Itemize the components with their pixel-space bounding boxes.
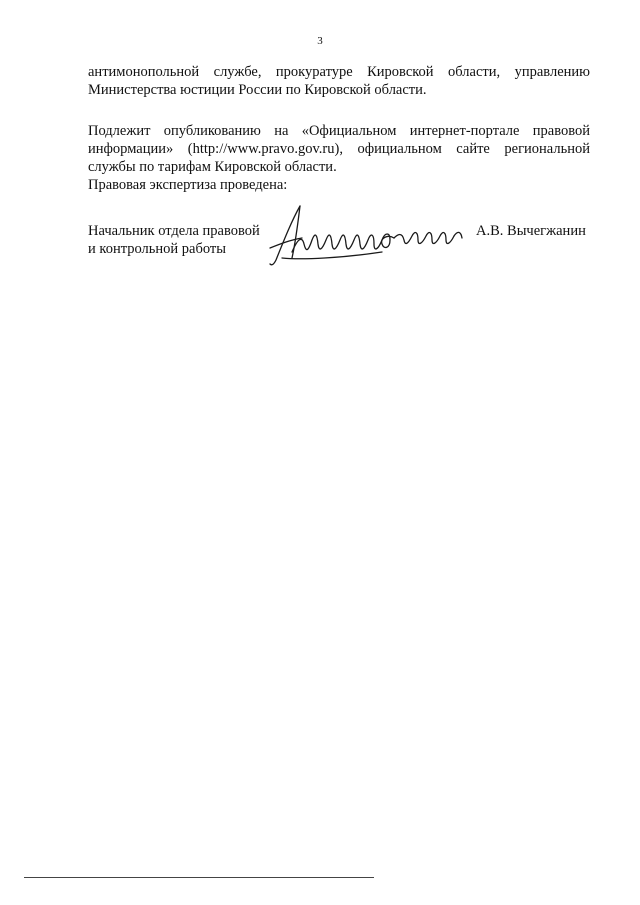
publication-paragraph: [88, 122, 590, 176]
distribution-paragraph: [88, 63, 590, 99]
legal-expertise-note: Правовая экспертиза проведена:: [88, 177, 288, 193]
paragraph-line: Министерства юстиции России по Кировской области.: [88, 82, 427, 98]
signer-title: [88, 222, 260, 258]
paragraph-line: службы по тарифам Кировской области.: [88, 159, 337, 175]
signer-title-line: и контрольной работы: [88, 241, 226, 257]
paragraph-line: информации» (http://www.pravo.gov.ru), официальном сайте региональной: [88, 141, 590, 157]
paragraph-line: Подлежит опубликованию на «Официальном интернет-портале правовой: [88, 123, 590, 139]
page-number: 3: [317, 35, 323, 47]
signer-name: А.В. Вычегжанин: [476, 223, 586, 239]
paragraph-line: антимонопольной службе, прокуратуре Кировской области, управлению: [88, 64, 590, 80]
footer-divider: [24, 877, 374, 878]
signer-title-line: Начальник отдела правовой: [88, 223, 260, 239]
handwritten-signature: [262, 200, 472, 270]
